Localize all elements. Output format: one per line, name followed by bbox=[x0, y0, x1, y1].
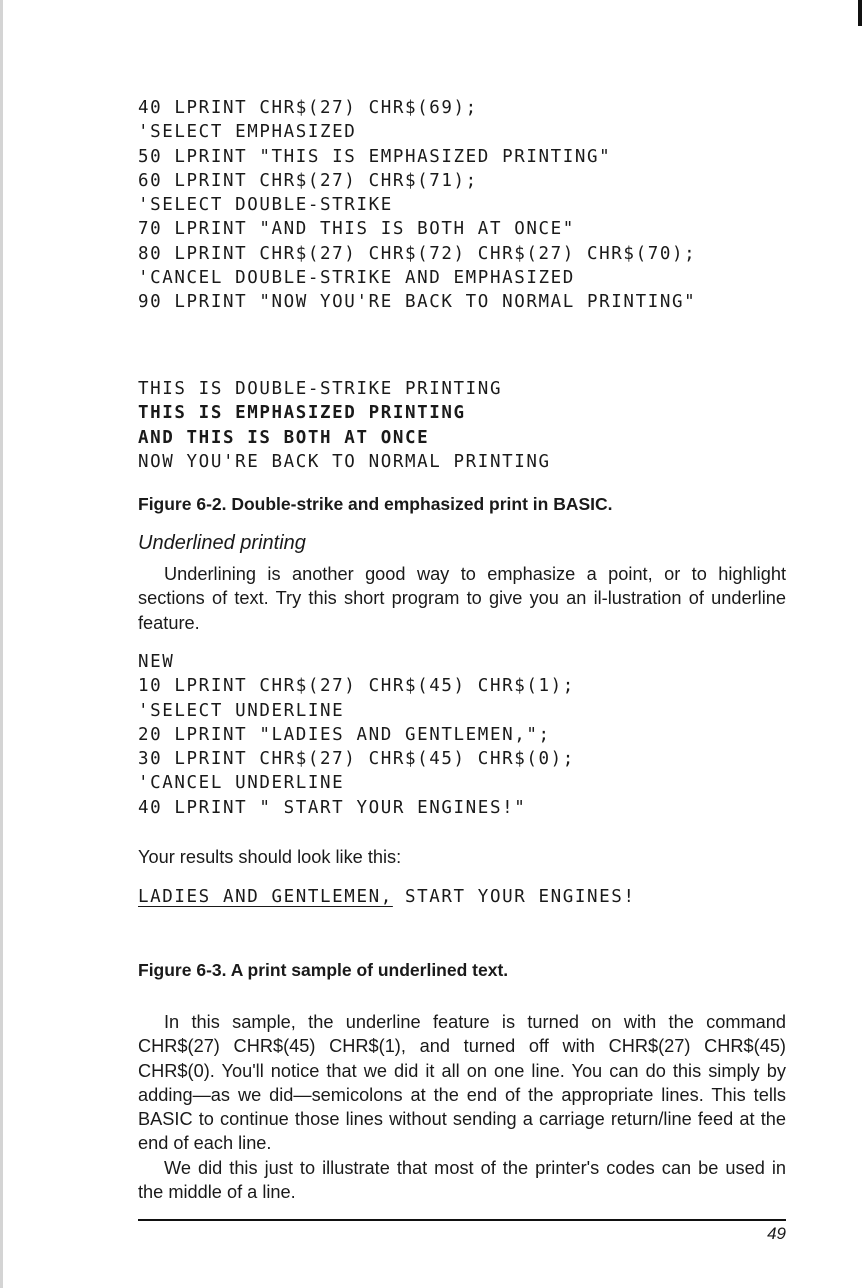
code-line: 60 LPRINT CHR$(27) CHR$(71); bbox=[138, 170, 478, 191]
code-line: 'CANCEL UNDERLINE bbox=[138, 773, 345, 794]
figure-6-3-caption: Figure 6-3. A print sample of underlined text. bbox=[138, 960, 509, 980]
underline-sample-output bbox=[138, 885, 636, 909]
footer-rule bbox=[138, 1219, 786, 1221]
code-line: 50 LPRINT "THIS IS EMPHASIZED PRINTING" bbox=[138, 146, 612, 167]
paragraph-text: Underlining is another good way to emphasize a point, or to highlight sections of text. Try this short program to give you an il-lustration of underline feature. bbox=[138, 564, 786, 633]
underlined-text: LADIES AND GENTLEMEN, bbox=[138, 887, 393, 907]
results-line bbox=[138, 845, 786, 869]
scan-edge-right bbox=[858, 0, 862, 26]
output-line-both: AND THIS IS BOTH AT ONCE bbox=[138, 427, 430, 448]
code-line: 40 LPRINT " START YOUR ENGINES!" bbox=[138, 797, 527, 818]
code-listing-emphasis bbox=[138, 96, 696, 315]
plain-text: START YOUR ENGINES! bbox=[392, 887, 636, 907]
results-text: Your results should look like this: bbox=[138, 847, 402, 867]
closing-paragraphs bbox=[138, 1010, 786, 1204]
section-heading: Underlined printing bbox=[138, 532, 306, 554]
code-line: 40 LPRINT CHR$(27) CHR$(69); bbox=[138, 98, 478, 118]
code-line: 70 LPRINT "AND THIS IS BOTH AT ONCE" bbox=[138, 219, 575, 240]
code-line: 'SELECT EMPHASIZED bbox=[138, 122, 357, 143]
page-number: 49 bbox=[767, 1224, 786, 1243]
figure-6-2-caption: Figure 6-2. Double-strike and emphasized print in BASIC. bbox=[138, 494, 613, 514]
code-line: 20 LPRINT "LADIES AND GENTLEMEN,"; bbox=[138, 724, 551, 745]
printer-output-sample bbox=[138, 377, 551, 474]
intro-paragraph bbox=[138, 562, 786, 635]
code-line: 'SELECT DOUBLE-STRIKE bbox=[138, 195, 393, 216]
output-line-double-strike: THIS IS DOUBLE-STRIKE PRINTING bbox=[138, 379, 503, 399]
code-line: NEW bbox=[138, 652, 175, 672]
paragraph-text: In this sample, the underline feature is turned on with the command CHR$(27) CHR$(45) CHR$(1), and turned off with CHR$(27) CHR$(45) CHR$(0). You'll notice that we did it all on one line. You can do this simply by adding—as we did—semicolons at the end of the appropriate lines. This tells BASIC to continue those lines without sending a carriage return/line feed at the end of each line. bbox=[138, 1012, 786, 1154]
paragraph-text: We did this just to illustrate that most of the printer's codes can be used in the middle of a line. bbox=[138, 1157, 786, 1203]
code-line: 30 LPRINT CHR$(27) CHR$(45) CHR$(0); bbox=[138, 749, 575, 770]
code-line: 'CANCEL DOUBLE-STRIKE AND EMPHASIZED bbox=[138, 268, 575, 289]
code-line: 90 LPRINT "NOW YOU'RE BACK TO NORMAL PRINTING" bbox=[138, 292, 697, 313]
output-line-normal: NOW YOU'RE BACK TO NORMAL PRINTING bbox=[138, 451, 551, 472]
code-listing-underline bbox=[138, 650, 575, 820]
code-line: 10 LPRINT CHR$(27) CHR$(45) CHR$(1); bbox=[138, 676, 575, 697]
code-line: 'SELECT UNDERLINE bbox=[138, 700, 345, 721]
output-line-emphasized: THIS IS EMPHASIZED PRINTING bbox=[138, 403, 466, 424]
scan-edge-left bbox=[0, 0, 3, 1288]
code-line: 80 LPRINT CHR$(27) CHR$(72) CHR$(27) CHR$(70); bbox=[138, 243, 697, 264]
